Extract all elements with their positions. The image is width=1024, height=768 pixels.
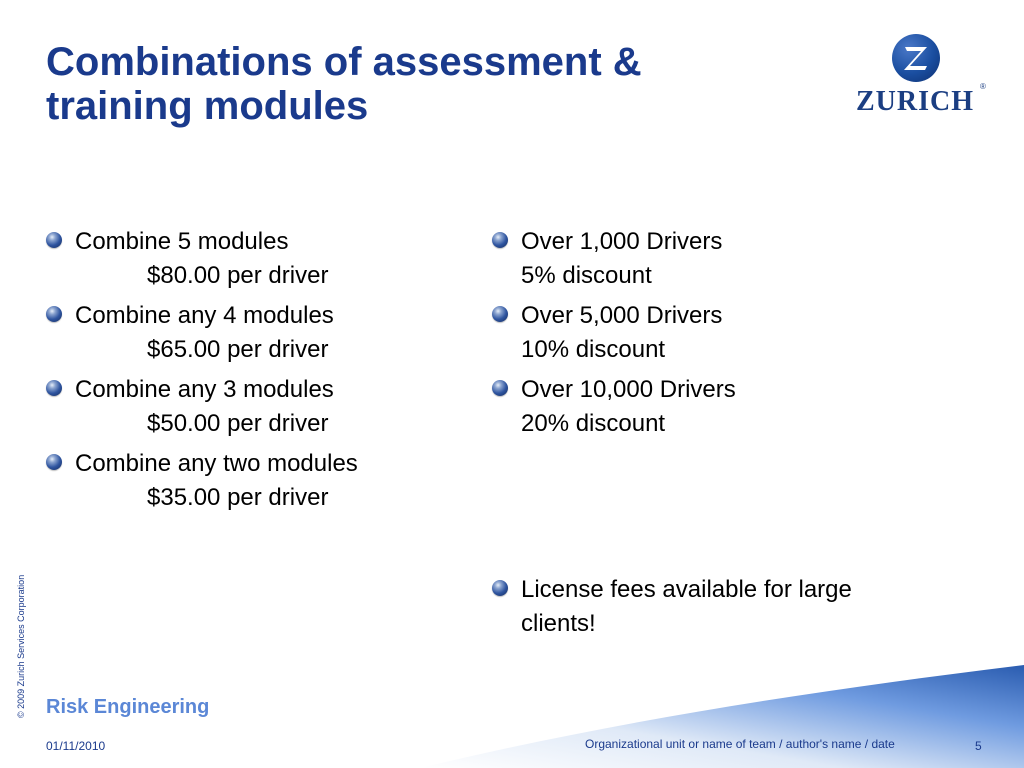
copyright-notice: © 2009 Zurich Services Corporation — [16, 574, 26, 718]
list-item — [492, 299, 932, 367]
footer-org-info: Organizational unit or name of team / author's name / date — [585, 737, 895, 751]
discount-value: 5% discount — [521, 262, 652, 289]
module-combo-price: $80.00 per driver — [147, 262, 329, 289]
volume-discount-list — [492, 225, 932, 447]
footer-section-title: Risk Engineering — [46, 696, 210, 718]
list-item — [46, 299, 466, 367]
list-item — [46, 447, 466, 515]
list-item — [46, 225, 466, 293]
list-item — [492, 373, 932, 441]
driver-volume-label: Over 10,000 Drivers — [521, 376, 736, 403]
module-combo-label: Combine any 3 modules — [75, 376, 334, 403]
license-line-2: clients! — [521, 610, 596, 637]
list-item — [46, 373, 466, 441]
zurich-wordmark: ZURICH — [855, 86, 974, 117]
driver-volume-label: Over 1,000 Drivers — [521, 228, 723, 255]
module-combo-label: Combine 5 modules — [75, 228, 289, 255]
zurich-z-icon — [892, 34, 940, 82]
bullet-icon — [492, 380, 508, 396]
module-pricing-list — [46, 225, 466, 521]
module-combo-label: Combine any two modules — [75, 450, 358, 477]
list-item — [492, 225, 932, 293]
bullet-icon — [46, 454, 62, 470]
slide-title-line-1: Combinations of assessment & — [46, 40, 642, 84]
bullet-icon — [46, 380, 62, 396]
module-combo-price: $65.00 per driver — [147, 336, 329, 363]
bullet-icon — [492, 306, 508, 322]
license-line-1: License fees available for large — [521, 576, 852, 603]
driver-volume-label: Over 5,000 Drivers — [521, 302, 723, 329]
zurich-logo — [852, 34, 988, 120]
registered-mark: ® — [980, 82, 986, 91]
list-item — [492, 573, 932, 641]
footer-date: 01/11/2010 — [46, 739, 106, 753]
slide-title-line-2: training modules — [46, 84, 369, 128]
discount-value: 10% discount — [521, 336, 666, 363]
discount-value: 20% discount — [521, 410, 666, 437]
bullet-icon — [46, 232, 62, 248]
bullet-icon — [492, 580, 508, 596]
module-combo-price: $50.00 per driver — [147, 410, 329, 437]
module-combo-label: Combine any 4 modules — [75, 302, 334, 329]
module-combo-price: $35.00 per driver — [147, 484, 329, 511]
license-note — [492, 573, 932, 647]
bullet-icon — [492, 232, 508, 248]
slide-title — [46, 40, 806, 128]
page-number: 5 — [975, 739, 982, 753]
bullet-icon — [46, 306, 62, 322]
